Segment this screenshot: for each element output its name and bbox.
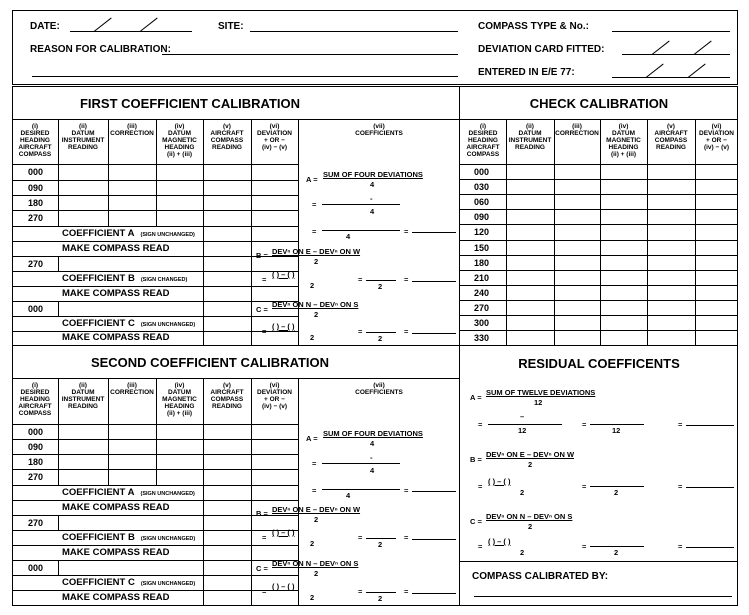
make-compass-read-label: MAKE COMPASS READ <box>62 592 170 603</box>
deviation-card-label: DEVIATION CARD FITTED: <box>478 44 605 55</box>
heading-270: 270 <box>28 472 44 482</box>
make-compass-read-label: MAKE COMPASS READ <box>62 502 170 513</box>
heading-180: 180 <box>28 198 44 208</box>
formula-equals: = <box>358 533 363 542</box>
grid-line <box>554 119 555 345</box>
formula-equals: = <box>404 533 409 542</box>
grid-line <box>12 164 298 165</box>
formula-equals: = <box>358 327 363 336</box>
coefficient-a-label: COEFFICIENT A (SIGN UNCHANGED) <box>62 228 195 239</box>
fraction-line <box>366 538 396 539</box>
formula-denominator: 12 <box>612 426 621 435</box>
formula-denominator: 2 <box>314 515 319 524</box>
heading-270: 270 <box>28 213 44 223</box>
grid-line <box>298 119 299 345</box>
formula-minus: - <box>370 453 373 462</box>
formula-a-numerator: SUM OF FOUR DEVIATIONS <box>323 429 423 438</box>
formula-equals: = <box>358 275 363 284</box>
grid-line <box>58 256 59 271</box>
formula-denominator: 4 <box>370 466 375 475</box>
column-header: (vi) DEVIATION + OR − (iv) − (v) <box>257 123 292 151</box>
column-header: (vii) COEFFICIENTS <box>355 382 403 396</box>
formula-denominator: 12 <box>518 426 527 435</box>
divider <box>12 378 460 379</box>
reason-field-2[interactable] <box>32 76 458 77</box>
grid-line <box>459 164 738 165</box>
formula-a-prefix: A = <box>306 175 318 184</box>
grid-line <box>12 241 298 242</box>
site-label: SITE: <box>218 21 244 32</box>
formula-denominator: 2 <box>310 333 315 342</box>
check-heading: 210 <box>474 272 490 283</box>
column-header: (iii) CORRECTION <box>110 382 154 396</box>
answer-line[interactable] <box>412 232 456 233</box>
fraction-line <box>322 204 400 205</box>
grid-line <box>251 119 252 345</box>
formula-a-prefix: A = <box>470 393 482 402</box>
grid-line <box>58 515 59 530</box>
divider <box>459 345 738 346</box>
formula-denominator: 2 <box>310 593 315 602</box>
grid-line <box>647 119 648 345</box>
compass-type-field[interactable] <box>612 31 730 32</box>
deviation-card-field[interactable] <box>622 54 730 55</box>
column-header: (iv) DATUM MAGNETIC HEADING (ii) + (iii) <box>606 123 641 158</box>
check-heading: 030 <box>474 182 490 193</box>
grid-line <box>459 179 738 180</box>
column-header: (ii) DATUM INSTRUMENT READING <box>508 123 552 151</box>
grid-line <box>459 270 738 271</box>
fraction-line <box>590 486 644 487</box>
entered-field[interactable] <box>612 77 730 78</box>
formula-denominator: 2 <box>520 488 525 497</box>
answer-line[interactable] <box>412 333 456 334</box>
divider <box>12 119 460 120</box>
fraction-line <box>366 332 396 333</box>
answer-line[interactable] <box>412 281 456 282</box>
heading-000: 000 <box>28 563 44 573</box>
make-compass-read-label: MAKE COMPASS READ <box>62 288 170 299</box>
column-header: (v) AIRCRAFT COMPASS READING <box>210 382 244 410</box>
grid-line <box>12 485 298 486</box>
heading-090: 090 <box>28 183 44 193</box>
formula-denominator: 2 <box>378 540 383 549</box>
residual-a-numerator: SUM OF TWELVE DEVIATIONS <box>486 388 596 397</box>
calibrated-by-field[interactable] <box>474 596 732 597</box>
formula-a-prefix: A = <box>306 434 318 443</box>
grid-line <box>12 316 298 317</box>
grid-line <box>12 286 298 287</box>
second-calibration-title: SECOND COEFFICIENT CALIBRATION <box>90 355 330 370</box>
column-header: (iv) DATUM MAGNETIC HEADING (ii) + (iii) <box>162 123 197 158</box>
formula-c-numerator: DEVⁿ ON N – DEVⁿ ON S <box>272 559 359 568</box>
formula-equals: = <box>582 420 587 429</box>
grid-line <box>695 119 696 345</box>
fraction-line <box>488 424 562 425</box>
check-heading: 330 <box>474 333 490 344</box>
formula-equals: = <box>312 459 317 468</box>
grid-line <box>203 378 204 606</box>
formula-equals: = <box>404 227 409 236</box>
formula-denominator: 2 <box>314 569 319 578</box>
first-calibration-title: FIRST COEFFICIENT CALIBRATION <box>79 96 301 111</box>
formula-denominator: 2 <box>378 594 383 603</box>
formula-b-prefix: B = <box>256 251 268 260</box>
heading-000: 000 <box>28 304 44 314</box>
grid-line <box>12 271 298 272</box>
formula-denominator: 2 <box>614 488 619 497</box>
formula-c-prefix: C = <box>470 517 482 526</box>
grid-line <box>600 119 601 345</box>
column-header: (i) DESIRED HEADING AIRCRAFT COMPASS <box>466 123 500 158</box>
column-header: (i) DESIRED HEADING AIRCRAFT COMPASS <box>18 382 52 417</box>
site-field[interactable] <box>250 31 458 32</box>
formula-equals: = <box>312 227 317 236</box>
grid-line <box>12 545 298 546</box>
heading-270: 270 <box>28 259 44 269</box>
formula-b-prefix: B = <box>470 455 482 464</box>
formula-b-numerator: DEVⁿ ON E – DEVⁿ ON W <box>272 505 361 514</box>
check-heading: 060 <box>474 197 490 208</box>
grid-line <box>459 315 738 316</box>
date-field[interactable] <box>70 31 192 32</box>
check-heading: 120 <box>474 227 490 238</box>
formula-denominator: 4 <box>370 439 375 448</box>
grid-line <box>12 301 298 302</box>
answer-line[interactable] <box>412 539 456 540</box>
formula-denominator: 2 <box>528 522 533 531</box>
fraction-line <box>322 489 400 490</box>
residual-coefficients-title: RESIDUAL COEFFICENTS <box>518 356 680 371</box>
formula-equals: = <box>582 482 587 491</box>
formula-equals: = <box>478 482 483 491</box>
formula-equals: = <box>678 542 683 551</box>
coefficient-a-label: COEFFICIENT A (SIGN UNCHANGED) <box>62 487 195 498</box>
formula-equals: = <box>262 587 267 596</box>
grid-line <box>58 301 59 316</box>
make-compass-read-label: MAKE COMPASS READ <box>62 547 170 558</box>
formula-b-prefix: B = <box>256 509 268 518</box>
formula-equals: = <box>478 542 483 551</box>
grid-line <box>459 194 738 195</box>
formula-denominator: 2 <box>310 281 315 290</box>
formula-c-prefix: C = <box>256 305 268 314</box>
formula-denominator: 2 <box>614 548 619 557</box>
grid-line <box>12 575 298 576</box>
heading-000: 000 <box>28 167 44 177</box>
column-header: (iii) CORRECTION <box>110 123 154 137</box>
formula-equals: = <box>678 420 683 429</box>
residual-b-numerator: DEVⁿ ON E – DEVⁿ ON W <box>486 450 575 459</box>
grid-line <box>12 210 298 211</box>
column-header: (i) DESIRED HEADING AIRCRAFT COMPASS <box>18 123 52 158</box>
check-heading: 240 <box>474 287 490 298</box>
fraction-line <box>322 230 400 231</box>
formula-denominator: 2 <box>528 460 533 469</box>
formula-equals: = <box>358 587 363 596</box>
answer-line[interactable] <box>686 425 734 426</box>
formula-denominator: 2 <box>378 334 383 343</box>
entered-label: ENTERED IN E/E 77: <box>478 67 575 78</box>
heading-270: 270 <box>28 518 44 528</box>
formula-parens: ( ) – ( ) <box>272 270 295 279</box>
formula-equals: = <box>582 542 587 551</box>
formula-equals: = <box>262 327 267 336</box>
grid-line <box>12 439 298 440</box>
date-label: DATE: <box>30 21 60 32</box>
make-compass-read-label: MAKE COMPASS READ <box>62 243 170 254</box>
column-header: (ii) DATUM INSTRUMENT READING <box>61 123 105 151</box>
formula-denominator: 4 <box>346 491 351 500</box>
grid-line <box>459 224 738 225</box>
formula-equals: = <box>478 420 483 429</box>
answer-line[interactable] <box>686 547 734 548</box>
formula-denominator: 2 <box>520 548 525 557</box>
formula-equals: = <box>678 482 683 491</box>
formula-denominator: 2 <box>310 539 315 548</box>
formula-c-numerator: DEVⁿ ON N – DEVⁿ ON S <box>272 300 359 309</box>
divider <box>12 345 460 346</box>
grid-line <box>459 330 738 331</box>
grid-line <box>459 240 738 241</box>
grid-line <box>459 209 738 210</box>
fraction-line <box>590 424 644 425</box>
coefficient-b-label: COEFFICIENT B (SIGN UNCHANGED) <box>62 532 196 543</box>
formula-equals: = <box>312 486 317 495</box>
formula-dash: – <box>520 412 525 421</box>
fraction-line <box>366 280 396 281</box>
check-heading: 180 <box>474 257 490 268</box>
formula-a-numerator: SUM OF FOUR DEVIATIONS <box>323 170 423 179</box>
grid-line <box>12 195 298 196</box>
grid-line <box>298 378 299 606</box>
formula-parens: ( ) – ( ) <box>488 537 511 546</box>
formula-parens: ( ) – ( ) <box>488 477 511 486</box>
grid-line <box>459 300 738 301</box>
compass-calibrated-by-label: COMPASS CALIBRATED BY: <box>472 571 609 582</box>
fraction-line <box>366 592 396 593</box>
grid-line <box>251 378 252 606</box>
formula-equals: = <box>404 486 409 495</box>
check-heading: 000 <box>474 167 490 177</box>
column-header: (iv) DATUM MAGNETIC HEADING (ii) + (iii) <box>162 382 197 417</box>
column-header: (iii) CORRECTION <box>555 123 599 137</box>
grid-line <box>12 454 298 455</box>
compass-type-label: COMPASS TYPE & No.: <box>478 21 589 32</box>
column-header: (ii) DATUM INSTRUMENT READING <box>61 382 105 410</box>
answer-line[interactable] <box>412 593 456 594</box>
fraction-line <box>590 546 644 547</box>
formula-equals: = <box>404 587 409 596</box>
grid-line <box>12 590 298 591</box>
formula-equals: = <box>312 200 317 209</box>
grid-line <box>12 469 298 470</box>
column-header: (v) AIRCRAFT COMPASS READING <box>210 123 244 151</box>
answer-line[interactable] <box>686 487 734 488</box>
grid-line <box>203 119 204 345</box>
column-header: (v) AIRCRAFT COMPASS READING <box>654 123 688 151</box>
check-heading: 270 <box>474 302 490 313</box>
check-calibration-title: CHECK CALIBRATION <box>529 96 669 111</box>
column-header: (vi) DEVIATION + OR − (iv) − (v) <box>699 123 734 151</box>
grid-line <box>459 255 738 256</box>
check-heading: 090 <box>474 212 490 223</box>
divider <box>459 119 738 120</box>
formula-minus: - <box>370 194 373 203</box>
formula-denominator: 12 <box>534 398 543 407</box>
make-compass-read-label: MAKE COMPASS READ <box>62 332 170 343</box>
fraction-line <box>322 463 400 464</box>
formula-denominator: 2 <box>314 310 319 319</box>
coefficient-c-label: COEFFICIENT C (SIGN UNCHANGED) <box>62 318 196 329</box>
column-header: (vi) DEVIATION + OR − (iv) − (v) <box>257 382 292 410</box>
reason-field[interactable] <box>162 54 458 55</box>
grid-line <box>12 500 298 501</box>
formula-equals: = <box>404 327 409 336</box>
column-header: (vii) COEFFICIENTS <box>355 123 403 137</box>
formula-denominator: 4 <box>370 180 375 189</box>
formula-parens: ( ) – ( ) <box>272 528 295 537</box>
grid-line <box>12 180 298 181</box>
check-heading: 300 <box>474 318 490 328</box>
heading-090: 090 <box>28 442 44 452</box>
formula-denominator: 2 <box>314 257 319 266</box>
coefficient-b-label: COEFFICIENT B (SIGN CHANGED) <box>62 273 188 284</box>
grid-line <box>58 560 59 575</box>
formula-equals: = <box>262 533 267 542</box>
heading-000: 000 <box>28 427 44 437</box>
formula-denominator: 4 <box>370 207 375 216</box>
heading-180: 180 <box>28 457 44 467</box>
grid-line <box>12 226 298 227</box>
formula-c-prefix: C = <box>256 564 268 573</box>
reason-label: REASON FOR CALIBRATION: <box>30 44 171 55</box>
residual-c-numerator: DEVⁿ ON N – DEVⁿ ON S <box>486 512 573 521</box>
divider <box>459 561 738 562</box>
answer-line[interactable] <box>412 491 456 492</box>
formula-b-numerator: DEVⁿ ON E – DEVⁿ ON W <box>272 247 361 256</box>
grid-line <box>12 530 298 531</box>
formula-denominator: 4 <box>346 232 351 241</box>
formula-denominator: 2 <box>378 282 383 291</box>
check-heading: 150 <box>474 242 490 253</box>
formula-parens: ( ) – ( ) <box>272 322 295 331</box>
formula-parens: ( ) – ( ) <box>272 582 295 591</box>
formula-equals: = <box>404 275 409 284</box>
grid-line <box>459 285 738 286</box>
formula-equals: = <box>262 275 267 284</box>
grid-line <box>12 560 298 561</box>
grid-line <box>12 424 298 425</box>
coefficient-c-label: COEFFICIENT C (SIGN UNCHANGED) <box>62 577 196 588</box>
grid-line <box>506 119 507 345</box>
